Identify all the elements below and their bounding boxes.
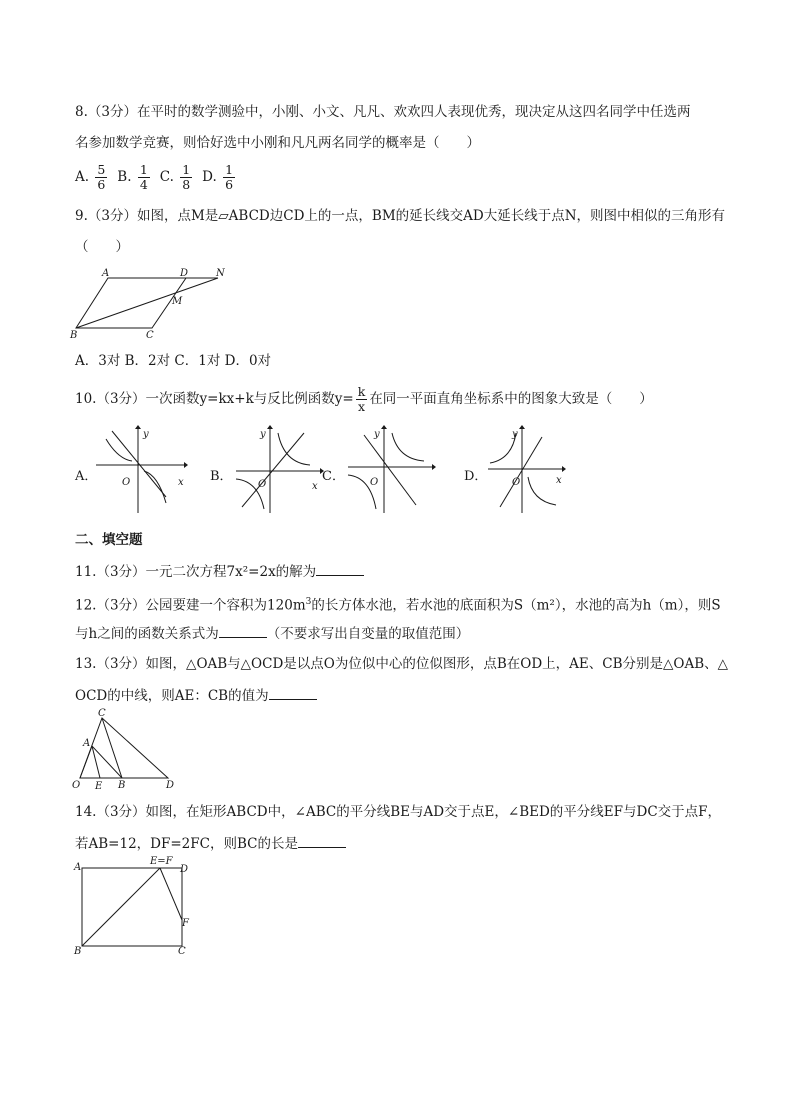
q9-label-b: B [70,330,78,341]
q14-label-f: F [182,918,189,929]
q8-option-c-fraction [180,163,192,192]
q9-line1: 9.（3分）如图，点M是▱ABCD边CD上的一点，BM的延长线交AD大延长线于点N，则图中相似的三角形有 [75,208,726,224]
q13-triangle-oab [80,746,122,778]
q8-option-d-num: 1 [225,161,234,177]
q9-label-d: D [180,268,189,279]
q14-label-b: B [74,946,82,957]
q9-figure-svg [68,266,238,341]
q10-c-hyperbola-1 [392,433,424,461]
q10-b-linear [242,433,304,507]
q14-answer-blank[interactable] [298,833,346,848]
q10-c-x-arrow-icon [432,464,436,470]
q13-line2 [75,685,317,706]
q14-line-be [82,868,160,946]
q14-line2-text: 若AB=12，DF=2FC，则BC的长是 [75,836,298,852]
q10-d-y-label: y [512,429,518,440]
q10-option-b-label[interactable]: B． [210,469,233,484]
q14-line-ef [160,868,182,920]
q10-graph-c-svg [344,425,440,515]
q10-b-origin: O [258,479,267,490]
q8-options [75,160,237,194]
q13-answer-blank[interactable] [269,685,317,700]
q13-label-a: A [83,738,91,749]
q12-line1-a: 12.（3分）公园要建一个容积为120m [75,597,306,614]
q14-figure-svg [72,858,202,958]
q11-text: 11.（3分）一元二次方程7x²=2x的解为 [75,564,317,580]
q14-line2 [75,833,346,854]
q9-answer-line: A．3对 B．2对 C．1对 D．0对 [75,353,272,369]
q10-d-y-arrow-icon [519,425,525,429]
q13-label-c: C [98,708,106,719]
q8-option-a-den: 6 [97,176,106,192]
q8-option-b[interactable] [117,163,151,192]
q8-option-d[interactable] [202,163,237,192]
q8-option-c-den: 8 [182,176,191,192]
q9-label-a: A [102,268,110,279]
q10-c-y-arrow-icon [381,425,387,429]
q14-label-a: A [74,862,82,873]
q14-label-d: D [180,864,189,875]
q13-line2-text: OCD的中线，则AE：CB的值为 [75,688,269,704]
q8-option-a-num: 5 [97,161,106,177]
q10-suffix: 在同一平面直角坐标系中的图象大致是（ ） [369,391,653,407]
q13-label-e: E [95,781,103,792]
q10-a-y-label: y [143,429,149,440]
q8-line2: 名参加数学竞赛，则恰好选中小刚和凡凡两名同学的概率是（ ） [75,135,480,151]
q10-graph-d-svg [486,425,570,515]
q14-label-c: C [178,946,186,957]
q10-graph-b[interactable] [232,425,328,515]
q8-line1: 8.（3分）在平时的数学测验中，小刚、小文、凡凡、欢欢四人表现优秀，现决定从这四名同学中任选两 [75,104,691,120]
q10-b-y-label: y [260,429,266,440]
q10-d-hyperbola-2 [528,477,556,505]
q8-option-c[interactable] [160,163,194,192]
q9-label-c: C [146,330,154,341]
q10-b-y-arrow-icon [267,425,273,429]
q8-option-d-den: 6 [225,176,234,192]
q11-line [75,561,364,582]
q10-a-hyperbola-2 [144,471,166,503]
q13-figure-svg [70,710,190,792]
q10-option-a-label[interactable]: A． [75,469,98,484]
q8-option-b-num: 1 [139,161,148,177]
q13-label-o: O [72,780,81,791]
q10-a-origin: O [122,477,131,488]
q10-d-x-label: x [556,475,562,486]
q10-graph-b-svg [232,425,328,515]
q10-line1 [75,382,653,416]
q10-option-c-label[interactable]: C． [322,469,345,484]
q14-rectangle-figure [72,858,202,958]
q10-a-x-arrow-icon [184,462,188,468]
q8-option-a-fraction [95,163,107,192]
q12-line2-b: （不要求写出自变量的取值范围） [266,626,470,642]
q10-graph-c[interactable] [344,425,440,515]
q10-frac-num: k [357,383,366,399]
q12-answer-blank[interactable] [219,623,267,638]
q12-line1-b: 的长方体水池，若水池的底面积为S（m²），水池的高为h（m），则S [311,597,721,614]
q13-similar-triangles-figure [70,710,190,792]
q10-d-x-arrow-icon [562,466,566,472]
q10-graph-a-svg [92,425,188,515]
q10-a-y-arrow-icon [135,425,141,429]
q9-label-n: N [216,268,225,279]
q8-option-b-label: B. [117,168,132,185]
section2-title: 二、填空题 [75,532,143,548]
q8-option-c-label: C. [159,168,174,185]
q10-b-x-label: x [312,481,318,492]
q10-c-y-label: y [374,429,380,440]
q8-option-a[interactable] [75,163,109,192]
q9-parallelogram [76,278,186,328]
q10-graph-a[interactable] [92,425,188,515]
q14-line1: 14.（3分）如图，在矩形ABCD中，∠ABC的平分线BE与AD交于点E，∠BED的平分线EF与DC交于点F， [75,804,722,820]
q13-label-b: B [118,780,126,791]
q8-option-a-label: A. [75,168,90,185]
q12-line1 [75,592,721,616]
q8-option-b-den: 4 [139,176,148,192]
q10-option-d-label[interactable]: D． [464,469,488,484]
q12-line2-a: 与h之间的函数关系式为 [75,626,219,642]
q10-graph-d[interactable] [486,425,570,515]
q10-c-origin: O [370,477,379,488]
q12-line1-sup: 3 [305,597,312,607]
q10-prefix: 10.（3分）一次函数y=kx+k与反比例函数y= [75,391,354,407]
q11-answer-blank[interactable] [316,561,364,576]
q14-rectangle [82,868,182,946]
q8-option-d-label: D. [202,168,217,185]
q10-a-x-label: x [178,477,184,488]
q8-option-c-num: 1 [182,161,191,177]
q10-a-linear [112,431,166,497]
q10-frac-den: x [357,398,366,414]
q13-line1: 13.（3分）如图，△OAB与△OCD是以点O为位似中心的位似图形，点B在OD上，AE、CB分别是△OAB、△ [75,656,729,672]
q9-line-bn [76,278,218,328]
q10-d-linear [500,437,542,507]
q8-option-d-fraction [223,163,235,192]
q9-line2: （ ） [75,239,129,255]
q12-line2 [75,623,469,644]
q10-fraction [356,385,368,414]
q8-option-b-fraction [138,163,150,192]
q9-parallelogram-figure [68,266,238,341]
q14-label-ef: E=F [150,856,173,867]
q9-label-m: M [172,296,183,307]
q10-d-origin: O [512,477,521,488]
q10-b-hyperbola-1 [278,433,310,465]
q13-label-d: D [166,780,175,791]
